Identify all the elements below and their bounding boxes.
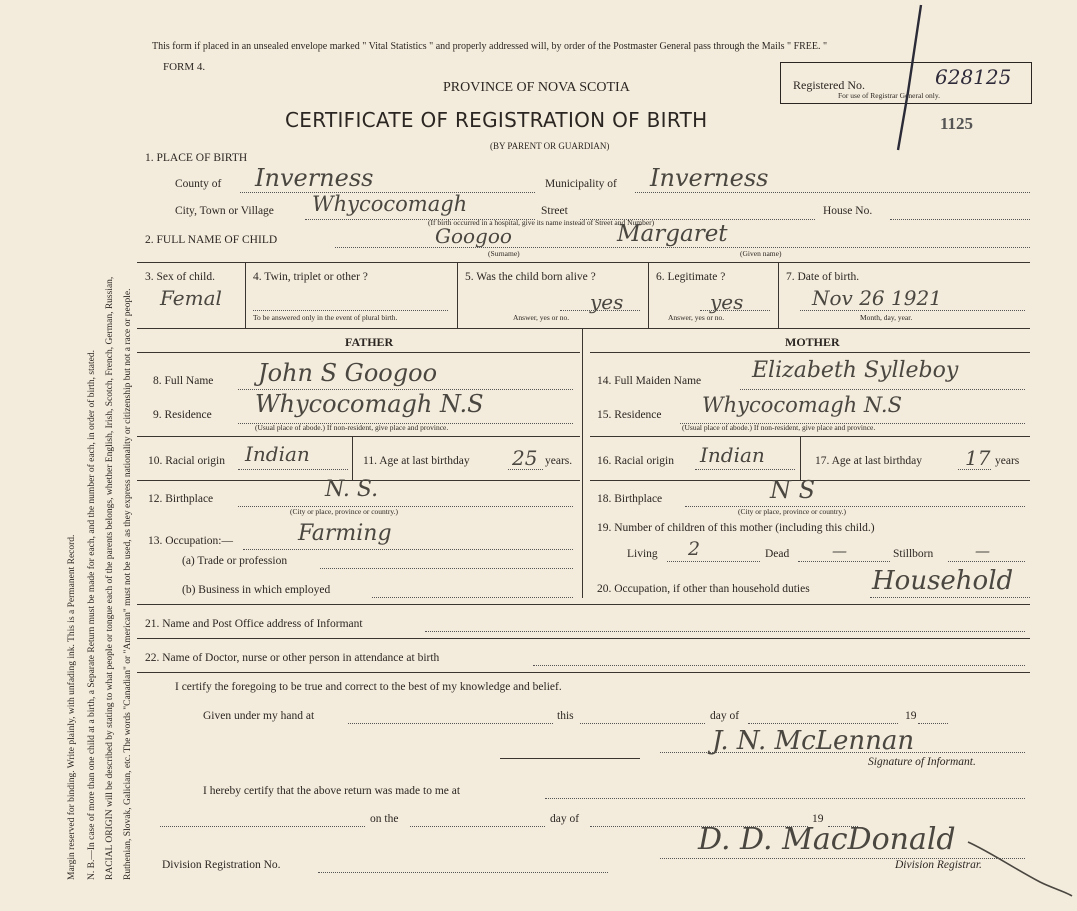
mother-birthplace: N S bbox=[770, 476, 816, 504]
informant-signature-label: Signature of Informant. bbox=[868, 756, 976, 768]
registered-label: Registered No. bbox=[793, 78, 865, 92]
municipality-label: Municipality of bbox=[545, 178, 617, 190]
margin-note-4: Ruthenian, Slovak, Galician, etc. The words "Canadian" or "American" must not be used, as they express nationality or citizenship but not a race or people. bbox=[123, 288, 133, 880]
mother-maiden-name: Elizabeth Sylleboy bbox=[752, 358, 959, 383]
mother-children-label: 19. Number of children of this mother (including this child.) bbox=[597, 522, 875, 534]
county-value: Inverness bbox=[255, 164, 374, 192]
given-name-note: (Given name) bbox=[740, 249, 782, 258]
mail-notice: This form if placed in an unsealed envelope marked " Vital Statistics " and properly addressed will, by order of the Postmaster General pass through the Mails " FREE. " bbox=[152, 41, 828, 52]
mother-birthplace-note: (City or place, province or country.) bbox=[738, 507, 847, 516]
father-name: John S Googoo bbox=[258, 359, 438, 387]
child-given-name: Margaret bbox=[617, 221, 728, 247]
sex-label: 3. Sex of child. bbox=[145, 271, 215, 283]
father-heading: FATHER bbox=[345, 335, 394, 349]
mother-occupation: Household bbox=[872, 566, 1014, 596]
living-value: 2 bbox=[688, 538, 701, 560]
alive-label: 5. Was the child born alive ? bbox=[465, 271, 596, 283]
given-under-hand-label: Given under my hand at bbox=[203, 710, 315, 722]
child-name-label: 2. FULL NAME OF CHILD bbox=[145, 234, 278, 246]
house-number-label: House No. bbox=[823, 205, 873, 217]
sex-value: Femal bbox=[160, 286, 222, 310]
dob-label: 7. Date of birth. bbox=[786, 271, 860, 283]
mother-birthplace-label: 18. Birthplace bbox=[597, 493, 663, 505]
father-birthplace-label: 12. Birthplace bbox=[148, 493, 214, 505]
twin-label: 4. Twin, triplet or other ? bbox=[253, 271, 368, 283]
margin-note-3: RACIAL ORIGIN will be described by stating to what people or tongue each of the parents belongs, whether English, Irish, Scotch, French, German, Russian, bbox=[105, 276, 115, 880]
stillborn-label: Stillborn bbox=[893, 548, 934, 560]
surname-note: (Surname) bbox=[488, 249, 520, 258]
margin-note-1: Margin reserved for binding. Write plainly, with unfading ink. This is a Permanent Record. bbox=[67, 534, 77, 880]
mother-age: 17 bbox=[965, 446, 991, 470]
twin-note: To be answered only in the event of plural birth. bbox=[253, 313, 398, 322]
stillborn-value: — bbox=[975, 542, 990, 560]
legitimate-value: yes bbox=[710, 290, 744, 314]
informant-signature: J. N. McLennan bbox=[712, 726, 915, 756]
mother-heading: MOTHER bbox=[785, 335, 840, 349]
mother-name-label: 14. Full Maiden Name bbox=[597, 375, 702, 387]
mother-residence-note: (Usual place of abode.) If non-resident, give place and province. bbox=[682, 423, 876, 432]
mother-residence: Whycocomagh N.S bbox=[702, 393, 902, 417]
father-age: 25 bbox=[512, 446, 538, 470]
child-surname: Googoo bbox=[435, 224, 512, 248]
informant-label: 21. Name and Post Office address of Informant bbox=[145, 618, 363, 630]
informant-year-label: 19 bbox=[905, 710, 917, 722]
city-value: Whycocomagh bbox=[312, 192, 468, 216]
stamped-number: 1125 bbox=[940, 114, 974, 133]
form-number: FORM 4. bbox=[163, 61, 206, 73]
county-label: County of bbox=[175, 178, 222, 190]
informant-this-label: this bbox=[557, 710, 574, 722]
living-label: Living bbox=[627, 548, 658, 560]
father-racial-label: 10. Racial origin bbox=[148, 455, 225, 467]
father-birthplace: N. S. bbox=[325, 477, 379, 502]
province-heading: PROVINCE OF NOVA SCOTIA bbox=[443, 80, 630, 95]
mother-racial-origin: Indian bbox=[700, 443, 765, 467]
dead-label: Dead bbox=[765, 548, 790, 560]
dob-value: Nov 26 1921 bbox=[812, 286, 942, 310]
hospital-note: (If birth occurred in a hospital, give its name instead of Street and Number) bbox=[428, 218, 655, 227]
registrar-year-label: 19 bbox=[812, 813, 824, 825]
father-name-label: 8. Full Name bbox=[153, 375, 214, 387]
mother-age-label: 17. Age at last birthday bbox=[815, 455, 922, 467]
informant-day-label: day of bbox=[710, 710, 740, 722]
father-occupation-label: 13. Occupation:— bbox=[148, 535, 233, 547]
registrar-day-label: day of bbox=[550, 813, 580, 825]
father-residence-label: 9. Residence bbox=[153, 409, 212, 421]
certificate-subtitle: (BY PARENT OR GUARDIAN) bbox=[490, 141, 610, 151]
informant-certify-text: I certify the foregoing to be true and correct to the best of my knowledge and belief. bbox=[175, 681, 562, 693]
legitimate-label: 6. Legitimate ? bbox=[656, 271, 726, 283]
certificate-title: CERTIFICATE OF REGISTRATION OF BIRTH bbox=[285, 108, 708, 132]
street-label: Street bbox=[541, 205, 568, 217]
legitimate-note: Answer, yes or no. bbox=[668, 313, 725, 322]
mother-occupation-label: 20. Occupation, if other than household duties bbox=[597, 583, 810, 595]
division-registration-label: Division Registration No. bbox=[162, 859, 281, 871]
father-age-years: years. bbox=[545, 455, 573, 467]
alive-note: Answer, yes or no. bbox=[513, 313, 570, 322]
dob-note: Month, day, year. bbox=[860, 313, 913, 322]
place-of-birth-section: 1. PLACE OF BIRTH bbox=[145, 152, 248, 164]
margin-note-2: N. B.—In case of more than one child at a birth, a Separate Return must be made for each, and the number of each, in order of birth, stated. bbox=[87, 350, 97, 880]
mother-racial-label: 16. Racial origin bbox=[597, 455, 674, 467]
registrar-signature: D. D. MacDonald bbox=[698, 822, 956, 857]
registrar-certify-text: I hereby certify that the above return was made to me at bbox=[203, 785, 461, 797]
doctor-label: 22. Name of Doctor, nurse or other person in attendance at birth bbox=[145, 652, 440, 664]
father-residence-note: (Usual place of abode.) If non-resident, give place and province. bbox=[255, 423, 449, 432]
municipality-value: Inverness bbox=[650, 164, 769, 192]
father-business-label: (b) Business in which employed bbox=[182, 584, 331, 596]
alive-value: yes bbox=[590, 290, 624, 314]
city-label: City, Town or Village bbox=[175, 205, 274, 217]
father-racial-origin: Indian bbox=[245, 442, 310, 466]
dead-value: — bbox=[832, 542, 847, 560]
father-residence: Whycocomagh N.S bbox=[255, 390, 484, 418]
registered-note: For use of Registrar General only. bbox=[838, 91, 940, 100]
registrar-on-the-label: on the bbox=[370, 813, 399, 825]
registered-number: 628125 bbox=[935, 65, 1012, 89]
mother-age-years: years bbox=[995, 455, 1020, 467]
mother-residence-label: 15. Residence bbox=[597, 409, 662, 421]
father-birthplace-note: (City or place, province or country.) bbox=[290, 507, 399, 516]
division-registrar-label: Division Registrar. bbox=[895, 859, 982, 871]
father-trade-label: (a) Trade or profession bbox=[182, 555, 288, 567]
father-age-label: 11. Age at last birthday bbox=[363, 455, 470, 467]
father-occupation: Farming bbox=[298, 521, 392, 546]
